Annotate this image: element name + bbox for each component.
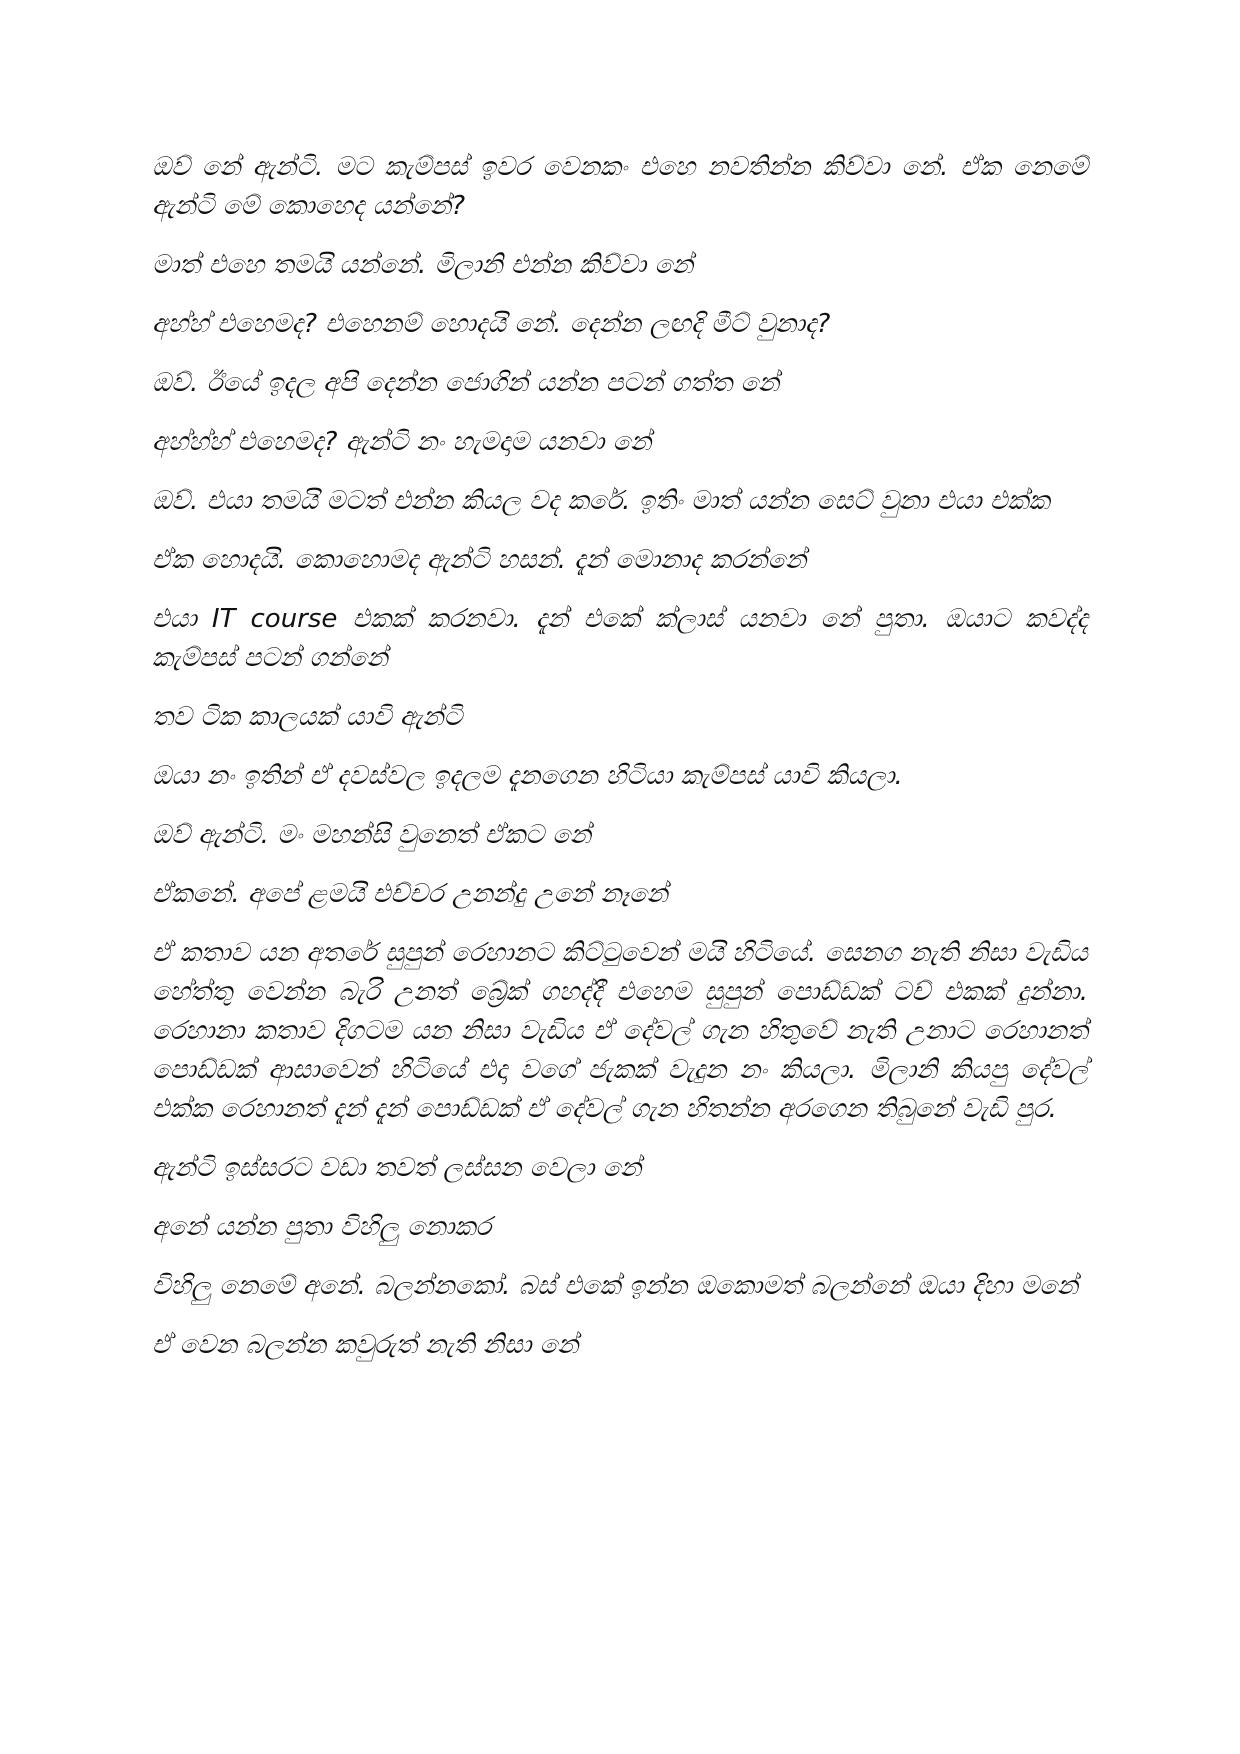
paragraph-8: එයා IT course එකක් කරනවා. දැන් එකේ ක්ලාස් යනවා නේ පුතා. ඔයාට කවද්ද කැම්පස් පටන් ගන්නේ xyxy=(152,604,1088,673)
paragraph-10: ඔයා නං ඉතින් ඒ දවස්වල ඉදලම දැනගෙන හිටියා කැම්පස් යාවි කියලා. xyxy=(152,761,903,791)
story-text xyxy=(152,148,1088,1385)
paragraph-17: ඒ වෙන බලන්න කවුරුත් නැති නිසා නේ xyxy=(152,1330,579,1360)
paragraph-6: ඔව්. එයා තමයි මටත් එන්න කියල වද කරේ. ඉතිං මාත් යන්න සෙට් වුනා එයා එක්ක xyxy=(152,486,1050,516)
paragraph-16: විහිලු නෙමේ අනේ. බලන්නකෝ. බස් එකේ ඉන්න ඔකොමත් බලන්නේ ඔයා දිහා මනේ xyxy=(152,1271,1079,1301)
paragraph-13: ඒ කතාව යන අතරේ සුපුන් රෙහානට කිට්ටුවෙන් මයි හිටියේ. සෙනග නැති නිසා වැඩිය හේත්තු වෙන්න බැරි උනත් බ්‍රේක් ගහද්දී එහෙම සුපුන් පොඩ්ඩක් ටච් එකක් දුන්නා. රෙහානා කතාව දිගටම යන නිසා වැඩිය ඒ දේවල් ගැන හිතුවේ නැති උනාට රෙහානත් පොඩ්ඩක් ආසාවෙන් හිටියේ එදා වගේ ජැකක් වැදුන නං කියලා. මිලානි කියපු දේවල් එක්ක රෙහානත් දැන් දැන් පොඩ්ඩක් ඒ දේවල් ගැන හිතන්න අරගෙන තිබුනේ වැඩි පුර. xyxy=(152,938,1088,1124)
paragraph-15: අනේ යන්න පුතා විහිලු නොකර xyxy=(152,1212,492,1242)
paragraph-2: මාත් එහෙ තමයි යන්නේ. මිලානි එන්න කිව්වා නේ xyxy=(152,250,694,280)
paragraph-12: ඒකනේ. අපේ ළමයි එච්චර උනන්දු උනේ නෑනේ xyxy=(152,879,668,909)
paragraph-5: අහ්හ්හ් එහෙමද? ඇන්ටි නං හැමදාම යනවා නේ xyxy=(152,427,652,457)
paragraph-14: ඇන්ටි ඉස්සරට වඩා තවත් ලස්සන වෙලා නේ xyxy=(152,1153,642,1183)
paragraph-9: තව ටික කාලයක් යාවි ඇන්ටි xyxy=(152,702,463,732)
paragraph-1: ඔව් නේ ඇන්ටි. මට කැම්පස් ඉවර වෙනකං එහෙ නවතින්න කිව්වා නේ. ඒක නෙමේ ඇන්ටි මේ කොහෙද යන්නේ? xyxy=(152,152,1088,221)
paragraph-4: ඔව්. ඊයේ ඉදල අපි දෙන්න ජොගින් යන්න පටන් ගත්ත නේ xyxy=(152,368,780,398)
paragraph-3: අහ්හ් එහෙමද? එහෙනම් හොදයි නේ. දෙන්න ලඟදි මීට් වුනාද? xyxy=(152,309,831,339)
paragraph-7: ඒක හොදයි. කොහොමද ඇන්ටි හසන්. දැන් මොනාද කරන්නේ xyxy=(152,545,807,575)
paragraph-11: ඔව් ඇන්ටි. මං මහන්සි වුනෙත් ඒකට නේ xyxy=(152,820,592,850)
